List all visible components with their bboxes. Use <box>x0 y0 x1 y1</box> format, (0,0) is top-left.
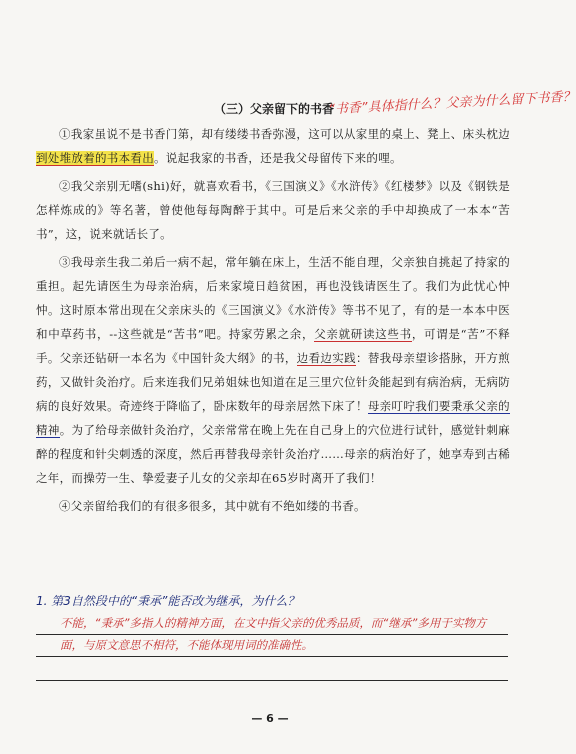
answer-line-1 <box>36 634 508 635</box>
underlined-phrase-practice: 边看边实践 <box>296 351 356 365</box>
paragraph-1-text-end: 。说起我家的书香，还是我父母留传下来的哩。 <box>154 151 402 165</box>
passage <box>36 122 510 522</box>
paragraph-3 <box>36 250 510 490</box>
section-title: （三）父亲留下的书香 <box>214 102 335 116</box>
highlighted-phrase: 到处堆放着的书本看出 <box>36 151 154 165</box>
paragraph-3-text: ③我母亲生我二弟后一病不起，常年躺在床上，生活不能自理，父亲独自挑起了持家的重担。起先请医生为母亲治病，后来家境日趋贫困，再也没钱请医生了。我们为此忧心忡忡。这时原本常出现在父亲床头的《三国演义》《水浒传》等书不见了，有的是一本本中医和中草药书，--这些就是“苦书”吧。持家劳累之余， <box>36 255 510 341</box>
page-number: — 6 — <box>251 712 289 725</box>
handwritten-question: 1. 第3自然段中的“秉承”能否改为继承，为什么？ <box>36 594 300 608</box>
underlined-phrase-inherit: 母亲叮咛我们要秉承父亲的精神 <box>36 399 510 437</box>
underlined-phrase-study: 父亲就研读这些书 <box>314 327 412 341</box>
handwritten-title-note: “书香”具体指什么？父亲为什么留下书香？ <box>327 89 576 118</box>
paragraph-4: ④父亲留给我们的有很多很多，其中就有不绝如缕的书香。 <box>59 499 366 513</box>
paragraph-3-text-4: 。为了给母亲做针灸治疗，父亲常常在晚上先在自己身上的穴位进行试针，感觉针刺麻醉的程度和针尖刺透的深度，然后再替我母亲针灸治疗……母亲的病治好了，她享寿到古稀之年，而操劳一生、挚爱妻子儿女的父亲却在65岁时离开了我们！ <box>36 423 510 485</box>
answer-line-2 <box>36 656 508 657</box>
paragraph-1-text: ①我家虽说不是书香门第，却有缕缕书香弥漫，这可以从家里的桌上、凳上、床头枕边 <box>59 127 510 141</box>
answer-line-3 <box>36 680 508 681</box>
handwritten-answer: 不能，“秉承”多指人的精神方面，在文中指父亲的优秀品质，而“继承”多用于实物方面，与原文意思不相符，不能体现用词的准确性。 <box>60 616 487 652</box>
paragraph-3-text-3: ：替我母亲望诊搭脉，开方煎药，又做针灸治疗。后来连我们兄弟姐妹也知道在足三里穴位针灸能起到有病治病，无病防病的良好效果。奇迹终于降临了，卧床数年的母亲居然下床了！ <box>36 351 510 413</box>
paragraph-2: ②我父亲别无嗜(shi)好，就喜欢看书，《三国演义》《水浒传》《红楼梦》以及《钢铁是怎样炼成的》等名著，曾使他每每陶醉于其中。可是后来父亲的手中却换成了一本本“苦书”，这，说来就话长了。 <box>36 179 510 241</box>
paragraph-1 <box>36 122 510 170</box>
paragraph-3-text-2: ，可谓是“苦”不释手。父亲还钻研一本名为《中国针灸大纲》的书， <box>36 327 510 365</box>
